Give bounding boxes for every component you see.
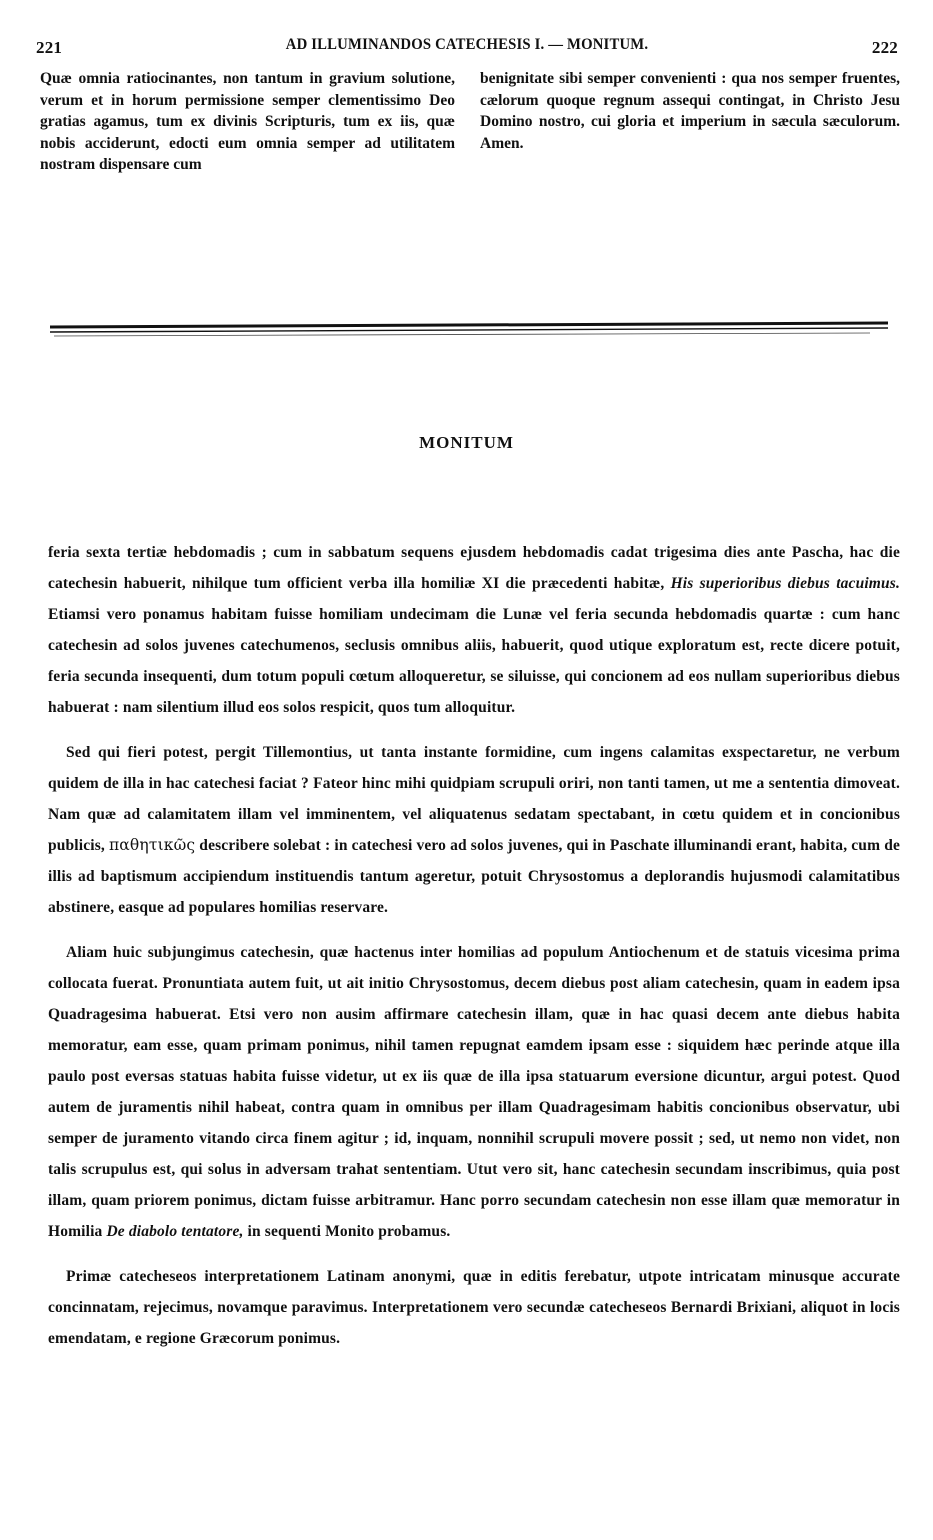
left-column-text: Quæ omnia ratiocinantes, non tantum in gravium solutione, verum et in horum permissione semper clementissimo Deo gratias agamus, tum ex divinis Scripturis, tum ex iis, quæ nobis acciderunt, edocti eum omnia semper ad utilitatem nostram dispensare cum <box>40 70 455 174</box>
left-column <box>40 68 455 176</box>
paragraph-2-greek-word: παθητικῶς <box>108 836 196 854</box>
paragraph-3-italic: De diabolo tentatore, <box>106 1223 244 1240</box>
paragraph-1-italic: His superioribus diebus tacuimus. <box>670 575 900 592</box>
right-column <box>480 68 900 154</box>
paragraph-2 <box>48 737 900 923</box>
paragraph-2-text-b: describere solebat : in catechesi vero ad solos juvenes, qui in Paschate illuminandi erant, habita, cum de illis ad baptismum accipiendum instituendis tantum ageretur, potuit Chrysostomus a deplorandis hujusmodi calamitatibus abstinere, easque ad populares homilias reservare. <box>48 837 900 916</box>
page-number-left: 221 <box>36 38 63 57</box>
right-column-text: benignitate sibi semper convenienti : qua nos semper fruentes, cælorum quoque regnum assequi contingat, in Christo Jesu Domino nostro, cui gloria et imperium in sæcula sæculorum. Amen. <box>480 70 900 152</box>
paragraph-2-text-a: Sed qui fieri potest, pergit Tillemontius, ut tanta instante formidine, cum ingens calamitas exspectaretur, ne verbum quidem de illa in hac catechesi faciat ? Fateor hinc mihi quidpiam scrupuli oriri, non tanti tamen, ut me a sententia dimoveat. Nam quæ ad calamitatem illam vel imminentem, vel aliquatenus sedatam spectabant, in cœtu quidem et in concionibus publicis, <box>48 744 900 854</box>
running-title: AD ILLUMINANDOS CATECHESIS I. — MONITUM. <box>285 36 649 53</box>
page-number-right: 222 <box>871 38 898 57</box>
paragraph-4: Primæ catecheseos interpretationem Latinam anonymi, quæ in editis ferebatur, utpote intricatam minusque accurate concinnatam, rejecimus, novamque paravimus. Interpretationem vero secundæ catecheseos Bernardi Brixiani, aliquot in locis emendatam, e regione Græcorum ponimus. <box>48 1268 900 1347</box>
monitum-body <box>48 537 900 1354</box>
paragraph-3 <box>48 937 900 1247</box>
running-header <box>36 34 898 60</box>
paragraph-1 <box>48 537 900 723</box>
paragraph-1-text-b: Etiamsi vero ponamus habitam fuisse homiliam undecimam die Lunæ vel feria secunda hebdomadis quartæ : cum hanc catechesin ad solos juvenes catechumenos, seclusis omnibus aliis, habuerit, quod utique exploratum est, recte dicere potuit, feria secunda insequenti, dum totum populi cœtum alloqueretur, se siluisse, qui concionem ad eos nullam superioribus diebus habuerat : nam silentium illud eos solos respicit, quos tum alloquitur. <box>48 606 900 716</box>
two-column-text <box>40 68 900 198</box>
paragraph-1-text-a: feria sexta tertiæ hebdomadis ; cum in sabbatum sequens ejusdem hebdomadis cadat trigesima dies ante Pascha, hac die catechesin habuerit, nihilque tum officient verba illa homiliæ XI die præcedenti habitæ, <box>48 544 900 592</box>
paragraph-3-text-b: in sequenti Monito probamus. <box>243 1223 451 1240</box>
section-divider-rule <box>50 318 888 342</box>
section-title: MONITUM <box>419 433 514 452</box>
paragraph-3-text-a: Aliam huic subjungimus catechesin, quæ hactenus inter homilias ad populum Antiochenum et de statuis vicesima prima collocata fuerat. Pronuntiata autem fuit, ut ait initio Chrysostomus, decem diebus post aliam catechesin, quam in eadem ipsa Quadragesima habuerat. Etsi vero non ausim affirmare catechesin illam, quæ in hac quasi decem ante diebus habita memoratur, eam esse, quam primam ponimus, nihil tamen repugnat eamdem ipsam esse : siquidem hæc perinde atque illa paulo post eversas statuas habita fuisse videtur, ut ex iis quæ de illa ipsa statuarum eversione dicuntur, argui potest. Quod autem de juramentis nihil habeat, contra quam in omnibus per illam Quadragesimam habitis concionibus observatur, ubi semper de juramento vitando circa finem agitur ; id, inquam, nonnihil scrupuli movere possit ; sed, ut nemo non videt, non talis scrupulus est, qui solus in adversam trahat sententiam. Utut vero sit, hanc catechesin secundam inscribimus, quia post illam, quam priorem ponimus, dictam fuisse arbitramur. Hanc porro secundam catechesin non esse illam quæ memoratur in Homilia <box>48 944 900 1240</box>
